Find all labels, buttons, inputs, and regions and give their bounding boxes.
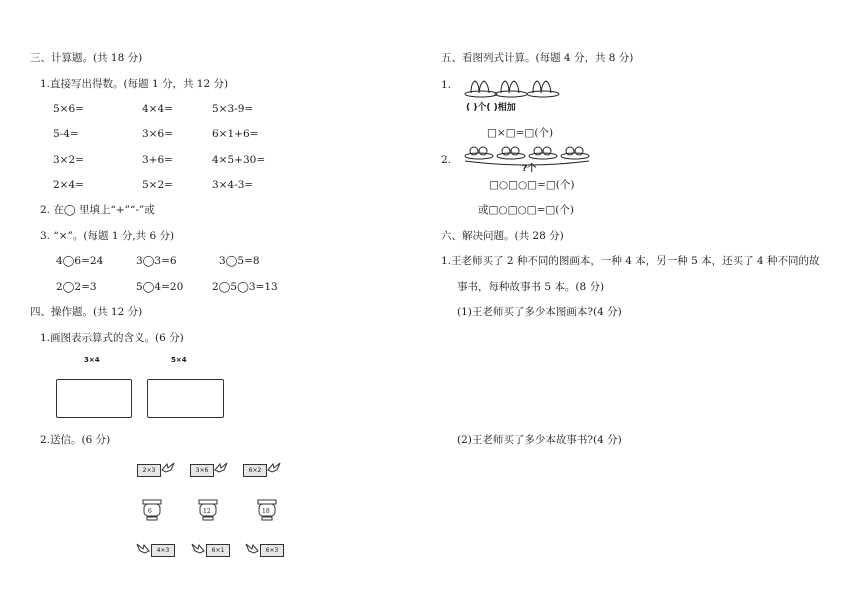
calc-item: 5×6= — [53, 103, 84, 115]
section-6-q1-sub2: (2)王老师买了多少本故事书?(4 分) — [457, 434, 622, 446]
pigeon-card: 3×6 — [190, 464, 214, 477]
q1-caption: ( )个( )相加 — [466, 103, 516, 113]
section-3-q1: 1.直接写出得数。(每题 1 分，共 12 分) — [40, 78, 229, 90]
calc-item: 4×5+30= — [212, 154, 266, 166]
calc-item: 5×3-9= — [212, 103, 254, 115]
pigeon-card: 6×3 — [260, 544, 284, 557]
draw-box-2[interactable] — [147, 379, 224, 418]
fill-item: 5◯4=20 — [136, 281, 184, 293]
pigeon-icon — [266, 460, 282, 476]
draw-label-2: 5×4 — [171, 356, 187, 364]
calc-item: 5-4= — [53, 128, 79, 140]
calc-item: 5×2= — [142, 179, 173, 191]
pigeon-icon — [160, 460, 176, 476]
mailbox-icon — [255, 498, 279, 525]
calc-item: 3×2= — [53, 154, 84, 166]
draw-label-1: 3×4 — [84, 356, 100, 364]
mailbox-number: 6 — [148, 508, 152, 515]
pigeon-icon — [135, 541, 151, 557]
section-4-q1: 1.画图表示算式的含义。(6 分) — [40, 332, 184, 344]
calc-item: 3×6= — [142, 128, 173, 140]
fill-item: 2◯2=3 — [56, 281, 97, 293]
calc-item: 3×4-3= — [212, 179, 254, 191]
fill-item: 3◯5=8 — [219, 255, 260, 267]
section-3-q2: 2. 在◯ 里填上“+”“-”或 — [40, 204, 155, 216]
mailbox-icon — [140, 498, 164, 525]
pigeon-icon — [190, 541, 206, 557]
draw-box-1[interactable] — [56, 379, 132, 418]
q1-number: 1. — [441, 79, 452, 91]
fill-item: 2◯5◯3=13 — [212, 281, 278, 293]
q2-number: 2. — [441, 154, 452, 166]
pigeon-card: 2×3 — [137, 464, 161, 477]
mailbox-number: 12 — [203, 508, 211, 515]
section-3-q3: 3. “×”。(每题 1 分,共 6 分) — [40, 230, 175, 242]
q2-formula-1: □○□○□=□(个) — [489, 179, 575, 191]
section-6-q1-line2: 事书，每种故事书 5 本。(8 分) — [457, 281, 605, 293]
mailbox-number: 18 — [262, 508, 270, 515]
pears-plates-image — [463, 74, 563, 100]
calc-item: 3+6= — [142, 154, 173, 166]
q1-formula: □×□=□(个) — [487, 127, 554, 139]
calc-item: 4×4= — [142, 103, 173, 115]
section-6-title: 六、解决问题。(共 28 分) — [441, 230, 564, 242]
pigeon-icon — [244, 541, 260, 557]
fill-item: 3◯3=6 — [136, 255, 177, 267]
fill-item: 4◯6=24 — [56, 255, 104, 267]
q2-caption: ?个 — [522, 164, 537, 174]
pigeon-icon — [213, 460, 229, 476]
calc-item: 2×4= — [53, 179, 84, 191]
section-3-title: 三、计算题。(共 18 分) — [30, 52, 143, 64]
pigeon-card: 6×1 — [206, 544, 230, 557]
section-4-title: 四、操作题。(共 12 分) — [30, 306, 143, 318]
calc-item: 6×1+6= — [212, 128, 259, 140]
mailbox-icon — [196, 498, 220, 525]
pigeon-card: 4×3 — [151, 544, 175, 557]
q2-formula-2: 或□○□○□=□(个) — [478, 204, 574, 216]
section-4-q2: 2.送信。(6 分) — [40, 434, 111, 446]
section-6-q1-line1: 1.王老师买了 2 种不同的图画本，一种 4 本，另一种 5 本，还买了 4 种不同的故 — [441, 255, 820, 267]
section-5-title: 五、看图列式计算。(每题 4 分，共 8 分) — [441, 52, 634, 64]
section-6-q1-sub1: (1)王老师买了多少本图画本?(4 分) — [457, 306, 622, 318]
pigeon-card: 6×2 — [243, 464, 267, 477]
